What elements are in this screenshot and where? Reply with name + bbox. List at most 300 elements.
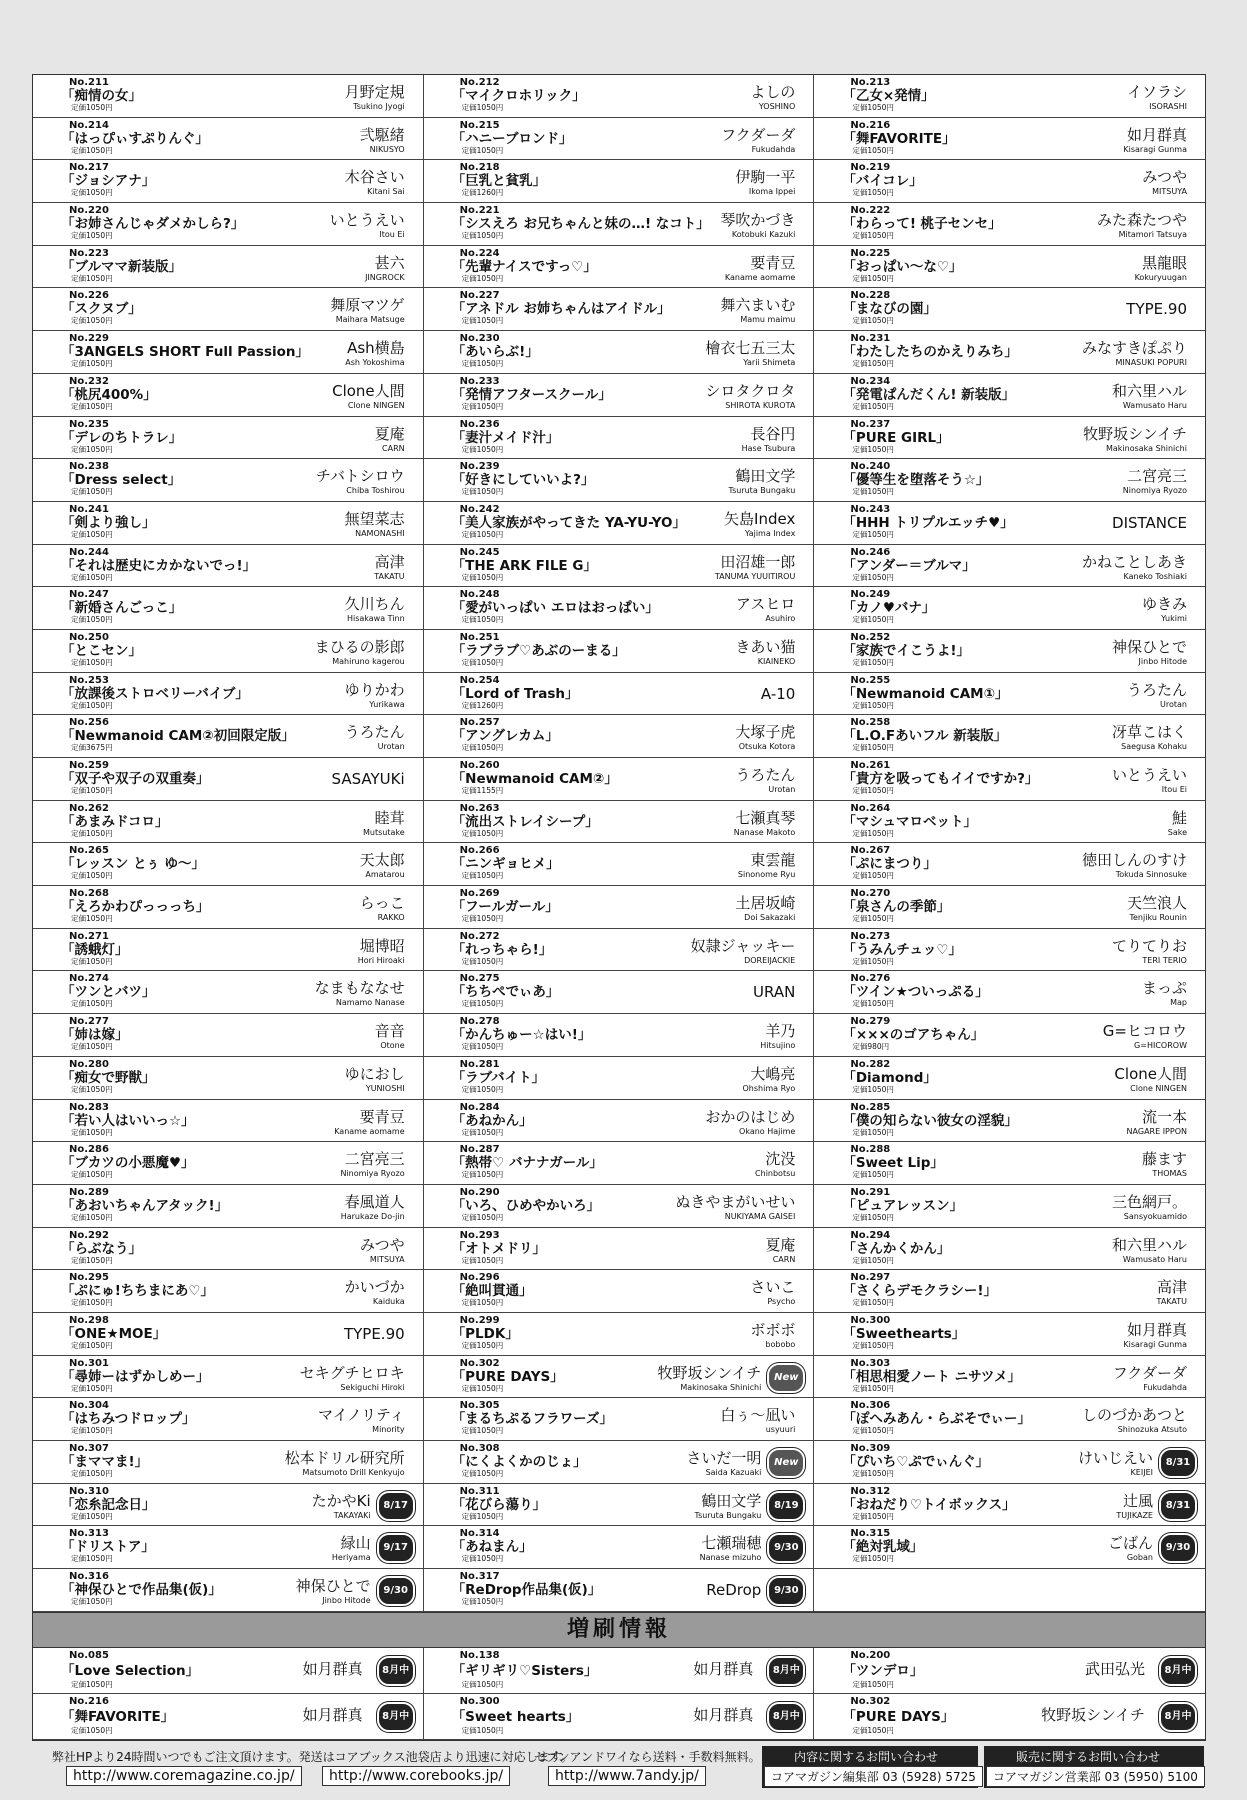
entry-price: 定価1050円	[852, 401, 894, 411]
entry-price: 定価1050円	[852, 999, 894, 1009]
catalog-entry[interactable]	[424, 1441, 815, 1484]
entry-title: 「愛がいっぱい エロはおっぱい」	[451, 600, 659, 617]
entry-title: 「それは歴史にカかないでっ!」	[61, 557, 257, 574]
catalog-entry[interactable]	[33, 1057, 424, 1100]
entry-author: 琴吹かづき	[720, 211, 796, 230]
catalog-entry[interactable]	[814, 758, 1205, 801]
entry-author: さいこ	[750, 1278, 796, 1297]
entry-author-romaji: Kaneko Toshiaki	[1123, 571, 1187, 581]
catalog-entry[interactable]	[814, 545, 1205, 588]
entry-price: 定価1050円	[852, 1170, 894, 1180]
release-date-badge: 9/30	[767, 1576, 805, 1606]
entry-author: 沈没	[765, 1150, 796, 1169]
entry-number: No.300	[850, 1314, 891, 1326]
entry-title: 「流出ストレイシープ」	[451, 813, 599, 830]
catalog-entry[interactable]	[33, 1441, 424, 1484]
catalog-entry[interactable]	[33, 75, 424, 118]
catalog-entry[interactable]	[814, 75, 1205, 118]
entry-author: フクダーダ	[721, 125, 796, 144]
catalog-entry[interactable]	[424, 1356, 815, 1399]
entry-number: No.246	[850, 546, 891, 558]
catalog-entry[interactable]	[33, 545, 424, 588]
entry-price: 定価1050円	[71, 529, 113, 539]
catalog-entry[interactable]	[33, 160, 424, 203]
entry-author-romaji: Urotan	[1160, 699, 1187, 709]
catalog-entry[interactable]	[814, 331, 1205, 374]
entry-title: 「マシュマロベット」	[842, 813, 978, 830]
entry-author: ごばん	[1107, 1534, 1153, 1553]
entry-price: 定価1050円	[71, 1127, 113, 1137]
entry-price: 定価1050円	[461, 1554, 504, 1564]
entry-price: 定価1050円	[71, 487, 113, 497]
entry-title: 「熱帯♡ バナナガール」	[451, 1155, 603, 1172]
entry-title: 「えろかわぴっっっち」	[61, 899, 210, 916]
entry-title: 「ハニーブロンド」	[451, 130, 573, 147]
entry-number: No.241	[69, 503, 109, 515]
entry-number: No.244	[69, 546, 109, 558]
entry-number: No.229	[69, 333, 109, 345]
catalog-entry[interactable]	[424, 417, 815, 460]
entry-price: 定価1050円	[852, 828, 894, 838]
entry-price: 定価1050円	[461, 529, 504, 539]
entry-number: No.308	[459, 1443, 500, 1454]
catalog-entry[interactable]	[424, 630, 815, 673]
entry-price: 定価1050円	[852, 1554, 894, 1564]
entry-title: 「美人家族がやってきた YA-YU-YO」	[451, 514, 687, 531]
entry-author-romaji: Amatarou	[365, 870, 405, 880]
catalog-entry[interactable]	[814, 971, 1205, 1014]
entry-number: No.212	[459, 77, 500, 88]
catalog-entry[interactable]	[814, 630, 1205, 673]
entry-author-romaji: Sekiguchi Hiroki	[340, 1382, 405, 1392]
entry-title: 「発電ぱんだくん! 新装版」	[842, 386, 1016, 403]
catalog-entry[interactable]	[814, 374, 1205, 417]
entry-title: 「THE ARK FILE G」	[451, 557, 597, 574]
entry-number: No.215	[459, 119, 500, 131]
catalog-entry[interactable]	[424, 1228, 815, 1271]
catalog-entry[interactable]	[814, 1228, 1205, 1271]
catalog-entry[interactable]	[33, 1313, 424, 1356]
catalog-entry[interactable]	[33, 203, 424, 246]
catalog-entry[interactable]	[424, 1142, 815, 1185]
entry-author-romaji: Chiba Toshirou	[346, 486, 405, 496]
catalog-entry[interactable]	[33, 587, 424, 630]
catalog-entry[interactable]	[814, 1484, 1205, 1527]
entry-number: No.261	[850, 760, 891, 771]
entry-number: No.296	[459, 1272, 500, 1284]
entry-number: No.307	[69, 1443, 109, 1454]
entry-author: 弐駆緒	[359, 125, 405, 144]
entry-price: 定価1050円	[71, 145, 113, 155]
entry-author-romaji: Doi Sakazaki	[744, 913, 796, 923]
entry-number: No.222	[850, 205, 891, 217]
catalog-entry[interactable]	[424, 758, 815, 801]
entry-title: 「れっちゃら!」	[451, 941, 553, 958]
catalog-entry[interactable]	[814, 417, 1205, 460]
entry-price: 定価1050円	[461, 444, 504, 454]
entry-title: 「先輩ナイスですっ♡」	[451, 258, 597, 275]
entry-title: 「わたしたちのかえりみち」	[842, 344, 1018, 361]
catalog-entry[interactable]	[424, 374, 815, 417]
catalog-entry[interactable]	[424, 929, 815, 972]
entry-author: 月野定規	[344, 83, 405, 101]
catalog-entry[interactable]	[33, 1398, 424, 1441]
entry-price: 定価1050円	[852, 1511, 894, 1521]
entry-price: 定価1050円	[71, 1340, 113, 1350]
catalog-entry[interactable]	[33, 1142, 424, 1185]
catalog-entry[interactable]	[424, 1014, 815, 1057]
entry-author: 緑山	[340, 1534, 371, 1553]
entry-title: 「恋糸記念日」	[61, 1496, 156, 1513]
entry-author-romaji: bobobo	[765, 1339, 796, 1349]
entry-author: G=ヒコロウ	[1102, 1022, 1187, 1041]
entry-title: 「PURE DAYS」	[451, 1368, 564, 1385]
catalog-entry[interactable]	[814, 203, 1205, 246]
entry-number: No.306	[850, 1400, 891, 1412]
entry-price: 定価1050円	[461, 103, 504, 112]
reprint-entry[interactable]	[814, 1648, 1205, 1694]
catalog-entry[interactable]	[814, 1398, 1205, 1441]
catalog-entry[interactable]	[33, 374, 424, 417]
entry-author-romaji: MITSUYA	[369, 1254, 405, 1264]
catalog-entry[interactable]	[33, 1526, 424, 1569]
catalog-entry[interactable]	[424, 203, 815, 246]
entry-author: 黒龍眼	[1141, 253, 1187, 272]
catalog-entry[interactable]	[424, 587, 815, 630]
entry-author: しのづかあつと	[1081, 1406, 1187, 1425]
catalog-entry[interactable]	[424, 715, 815, 758]
entry-price: 定価1050円	[71, 1554, 113, 1564]
catalog-entry[interactable]	[33, 1228, 424, 1271]
entry-number: No.233	[459, 375, 500, 387]
release-date-badge: 8/17	[377, 1491, 415, 1521]
entry-author: 檜衣七五三太	[705, 339, 796, 358]
reprint-number: No.085	[69, 1649, 109, 1661]
entry-price: 定価1050円	[852, 103, 894, 112]
entry-number: No.270	[850, 888, 891, 900]
release-date-badge: 9/30	[767, 1533, 805, 1563]
catalog-entry[interactable]	[33, 1569, 424, 1612]
entry-number: No.297	[850, 1272, 891, 1284]
entry-author: いとうえい	[1111, 766, 1187, 784]
catalog-entry[interactable]	[424, 1484, 815, 1527]
entry-title: 「まるちぷるフラワーズ」	[451, 1411, 613, 1428]
entry-price: 定価1050円	[71, 231, 113, 241]
reprint-price: 定価1050円	[71, 1725, 113, 1735]
catalog-entry[interactable]	[814, 1142, 1205, 1185]
entry-price: 定価1050円	[852, 871, 894, 881]
reprint-entry[interactable]	[33, 1648, 424, 1694]
catalog-entry[interactable]	[33, 886, 424, 929]
entry-author-romaji: Mamu maimu	[740, 315, 796, 325]
entry-price: 定価1050円	[461, 1042, 504, 1052]
reprint-number: No.300	[459, 1695, 500, 1707]
entry-author-romaji: NAMONASHI	[355, 528, 405, 538]
catalog-entry[interactable]	[814, 1313, 1205, 1356]
entry-author-romaji: NUKIYAMA GAISEI	[724, 1211, 796, 1221]
catalog-entry[interactable]	[424, 1057, 815, 1100]
catalog-entry[interactable]	[33, 715, 424, 758]
reprint-entry[interactable]	[33, 1694, 424, 1740]
reprint-grid	[33, 1648, 1205, 1740]
entry-price: 定価1050円	[852, 743, 894, 753]
catalog-entry[interactable]	[814, 1057, 1205, 1100]
footer-url-corebooks[interactable]: http://www.corebooks.jp/	[322, 1766, 510, 1786]
entry-author-romaji: Tokuda Sinnosuke	[1115, 870, 1187, 880]
entry-price: 定価1050円	[461, 956, 504, 966]
entry-title: 「ピュアレッスン」	[842, 1197, 964, 1214]
entry-title: 「Newmanoid CAM②初回限定版」	[61, 728, 295, 745]
reprint-heading: 増刷情報	[33, 1612, 1205, 1648]
catalog-entry[interactable]	[814, 1100, 1205, 1143]
entry-title: 「バイコレ」	[842, 173, 923, 190]
catalog-entry[interactable]	[814, 1185, 1205, 1228]
reprint-entry[interactable]	[424, 1694, 815, 1740]
catalog-entry[interactable]	[814, 288, 1205, 331]
entry-author-romaji: Ninomiya Ryozo	[340, 1169, 405, 1179]
entry-price: 定価1050円	[461, 145, 504, 155]
entry-price: 定価1050円	[461, 1383, 504, 1393]
entry-author-romaji: CARN	[382, 443, 405, 453]
entry-author: 鶴田文学	[735, 467, 796, 486]
entry-title: 「ぷにまつり」	[842, 856, 937, 873]
catalog-entry[interactable]	[424, 1313, 815, 1356]
catalog-entry[interactable]	[33, 118, 424, 161]
catalog-entry[interactable]	[424, 1398, 815, 1441]
entry-author-romaji: Wamusato Haru	[1122, 400, 1187, 410]
entry-price: 定価1050円	[461, 1426, 504, 1436]
catalog-entry[interactable]	[814, 459, 1205, 502]
entry-author: 要青豆	[359, 1107, 405, 1126]
catalog-entry[interactable]	[33, 1014, 424, 1057]
catalog-entry[interactable]	[424, 288, 815, 331]
entry-number: No.257	[459, 717, 500, 729]
entry-author-romaji: Matsumoto Drill Kenkyujo	[302, 1468, 405, 1477]
entry-number: No.234	[850, 375, 891, 387]
entry-price: 定価1050円	[71, 1597, 113, 1607]
entry-number: No.263	[459, 802, 500, 814]
catalog-entry[interactable]	[814, 1014, 1205, 1057]
entry-author-romaji: KIAINEKO	[757, 656, 796, 666]
catalog-entry[interactable]	[424, 1569, 815, 1612]
catalog-entry[interactable]	[424, 843, 815, 886]
entry-author: 羊乃	[765, 1022, 796, 1041]
entry-price: 定価1050円	[461, 401, 504, 411]
catalog-entry[interactable]	[814, 502, 1205, 545]
entry-number: No.231	[850, 333, 891, 345]
catalog-entry[interactable]	[814, 246, 1205, 289]
entry-author-romaji: Mutsutake	[363, 827, 405, 837]
catalog-entry[interactable]	[814, 886, 1205, 929]
catalog-entry[interactable]	[814, 929, 1205, 972]
entry-author-romaji: Kotobuki Kazuki	[731, 230, 796, 240]
catalog-entry[interactable]	[424, 545, 815, 588]
entry-author: さいだ一明	[686, 1449, 762, 1467]
entry-author-romaji: usyuuri	[765, 1425, 796, 1435]
catalog-entry[interactable]	[33, 1100, 424, 1143]
catalog-entry[interactable]	[33, 502, 424, 545]
entry-author: 天太郎	[359, 851, 405, 870]
entry-author: イソラシ	[1126, 83, 1187, 101]
catalog-entry[interactable]	[33, 1356, 424, 1399]
entry-author: 矢島Index	[724, 509, 796, 528]
entry-price: 定価1050円	[461, 657, 504, 667]
catalog-entry[interactable]	[424, 1185, 815, 1228]
entry-author: なまもななせ	[314, 979, 405, 998]
entry-author: 睦茸	[374, 808, 405, 827]
entry-price: 定価1050円	[71, 1426, 113, 1436]
entry-author: 舞原マツゲ	[330, 296, 405, 315]
entry-author: 二宮亮三	[344, 1150, 405, 1169]
catalog-entry[interactable]	[424, 886, 815, 929]
catalog-entry[interactable]	[33, 459, 424, 502]
catalog-entry[interactable]	[33, 331, 424, 374]
catalog-entry[interactable]	[33, 1270, 424, 1313]
entry-author-romaji: Fukudahda	[1143, 1382, 1187, 1392]
entry-author-romaji: Harukaze Do-jin	[340, 1211, 405, 1221]
entry-author: ぬきやまがいせい	[675, 1192, 796, 1211]
entry-author-romaji: Makinosaka Shinichi	[1105, 443, 1187, 453]
catalog-entry[interactable]	[424, 246, 815, 289]
reprint-price: 定価1050円	[71, 1679, 113, 1689]
entry-price: 定価980円	[852, 1042, 890, 1052]
entry-price: 定価1050円	[852, 359, 894, 369]
entry-price: 定価1050円	[71, 999, 113, 1009]
catalog-entry[interactable]	[814, 673, 1205, 716]
entry-price: 定価1050円	[71, 828, 113, 838]
entry-price: 定価1050円	[71, 103, 113, 112]
catalog-entry[interactable]	[814, 587, 1205, 630]
entry-title: 「誘蛾灯」	[61, 941, 129, 958]
entry-author: 牧野坂シンイチ	[657, 1363, 762, 1382]
entry-number: No.303	[850, 1357, 891, 1369]
entry-title: 「花びら蕩り」	[451, 1496, 547, 1513]
entry-author: 夏庵	[374, 424, 405, 443]
entry-author: 冴草こはく	[1111, 723, 1187, 742]
entry-title: 「Diamond」	[842, 1069, 937, 1086]
catalog-entry[interactable]	[424, 673, 815, 716]
reprint-price: 定価1050円	[852, 1679, 894, 1689]
entry-number: No.278	[459, 1016, 500, 1028]
entry-title: 「レッスン とぅ ゆ～」	[61, 856, 205, 873]
reprint-price: 定価1050円	[852, 1725, 894, 1735]
reprint-price: 定価1050円	[461, 1725, 504, 1735]
entry-number: No.259	[69, 760, 109, 771]
catalog-entry[interactable]	[424, 801, 815, 844]
catalog-entry[interactable]	[33, 843, 424, 886]
catalog-entry[interactable]	[814, 160, 1205, 203]
footer-url-7andy[interactable]: http://www.7andy.jp/	[548, 1766, 706, 1786]
entry-author-romaji: YOSHINO	[758, 102, 796, 111]
entry-price: 定価1050円	[461, 828, 504, 838]
catalog-entry[interactable]	[424, 459, 815, 502]
catalog-entry[interactable]	[424, 160, 815, 203]
entry-number: No.245	[459, 546, 500, 558]
entry-author: 如月群真	[1126, 125, 1187, 144]
entry-title: 「PLDK」	[451, 1325, 519, 1342]
catalog-entry[interactable]	[33, 417, 424, 460]
reprint-month-badge: 8月中	[377, 1656, 415, 1686]
entry-price: 定価1050円	[461, 1469, 504, 1478]
entry-author-romaji: Nanase Makoto	[733, 827, 796, 837]
entry-author: たかやKi	[311, 1491, 371, 1510]
catalog-entry[interactable]	[814, 843, 1205, 886]
entry-price: 定価1050円	[71, 1212, 113, 1222]
catalog-entry[interactable]	[33, 1484, 424, 1527]
catalog-entry[interactable]	[424, 1100, 815, 1143]
entry-author: みつや	[359, 1235, 405, 1254]
entry-price: 定価1050円	[461, 743, 504, 753]
entry-title: 「剣より強し」	[61, 514, 156, 531]
catalog-entry[interactable]	[424, 1526, 815, 1569]
entry-number: No.220	[69, 205, 109, 217]
reprint-entry[interactable]	[424, 1648, 815, 1694]
catalog-entry[interactable]	[424, 971, 815, 1014]
catalog-entry[interactable]	[814, 801, 1205, 844]
catalog-entry[interactable]	[33, 1185, 424, 1228]
catalog-entry[interactable]	[33, 801, 424, 844]
catalog-entry[interactable]	[33, 246, 424, 289]
entry-author-romaji: Saida Kazuaki	[705, 1468, 762, 1477]
entry-title: 「発情アフタースクール」	[451, 386, 612, 403]
catalog-entry[interactable]	[33, 929, 424, 972]
catalog-entry[interactable]	[33, 673, 424, 716]
catalog-entry[interactable]	[424, 502, 815, 545]
catalog-entry[interactable]	[814, 1441, 1205, 1484]
catalog-entry[interactable]	[424, 118, 815, 161]
footer-contact-value: コアマガジン編集部 03 (5928) 5725	[764, 1766, 983, 1787]
entry-author: フクダーダ	[1112, 1363, 1187, 1382]
reprint-author: 如月群真	[302, 1705, 363, 1724]
footer-url-coremagazine[interactable]: http://www.coremagazine.co.jp/	[66, 1766, 302, 1786]
entry-author-romaji: THOMAS	[1152, 1169, 1187, 1179]
release-date-badge: 9/17	[377, 1533, 415, 1563]
entry-price: 定価1050円	[852, 273, 894, 283]
release-date-badge: 8/19	[767, 1491, 805, 1521]
entry-author: URAN	[753, 983, 796, 1002]
catalog-entry[interactable]	[33, 630, 424, 673]
entry-price: 定価1050円	[71, 1298, 113, 1308]
catalog-entry[interactable]	[814, 1526, 1205, 1569]
catalog-entry[interactable]	[33, 288, 424, 331]
catalog-entry[interactable]	[424, 331, 815, 374]
catalog-entry[interactable]	[814, 118, 1205, 161]
entry-author-romaji: Yukimi	[1161, 614, 1187, 624]
reprint-entry[interactable]	[814, 1694, 1205, 1740]
entry-author: 神保ひとで	[1111, 637, 1187, 656]
catalog-entry[interactable]	[424, 1270, 815, 1313]
entry-price: 定価1050円	[852, 786, 894, 795]
entry-author-romaji: Hori Hiroaki	[357, 955, 405, 965]
entry-number: No.218	[459, 162, 500, 174]
catalog-entry[interactable]	[814, 715, 1205, 758]
catalog-entry[interactable]	[33, 971, 424, 1014]
entry-number: No.242	[459, 503, 500, 515]
entry-author-romaji: JINGROCK	[365, 272, 405, 282]
entry-number: No.302	[459, 1357, 500, 1369]
catalog-entry[interactable]	[814, 1270, 1205, 1313]
catalog-entry[interactable]	[424, 75, 815, 118]
entry-author: 和六里ハル	[1111, 381, 1187, 400]
entry-author: けいじえい	[1077, 1449, 1153, 1467]
entry-title: 「ツイン★ついっぷる」	[842, 984, 989, 1001]
entry-author: 松本ドリル研究所	[284, 1449, 405, 1467]
entry-price: 定価1050円	[852, 316, 894, 326]
catalog-entry[interactable]	[814, 1356, 1205, 1399]
catalog-entry[interactable]	[33, 758, 424, 801]
catalog-entry[interactable]	[814, 1569, 1205, 1612]
entry-number: No.249	[850, 589, 891, 601]
